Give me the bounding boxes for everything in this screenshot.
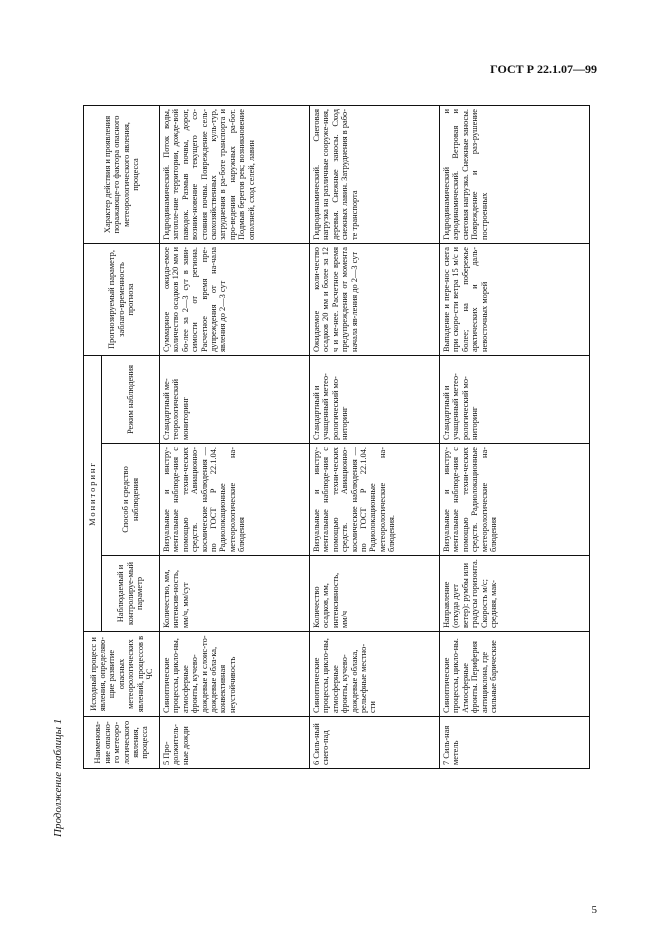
cell-forecast-parameter: Ожидаемое коли-чество осадков 20 мм и более за 12 ч и ме-нее. Расчетное время предупреждения от момента начала яв-ления до 2—3 сут [310,244,440,356]
table-row [440,106,590,769]
header-hazard-name: Наименова-ние опасно-го метеоро-логического явления, процесса [84,717,160,769]
cell-observation-method: Визуальные и инстру-ментальные наблюде-ния с помощью техни-ческих средств. Авиационно-космические наблюдения — по ГОСТ Р 22.1.04. Радиолокационные метеорологические на-блюдения. [310,444,440,556]
cell-forecast-parameter: Суммарное ожида-емое количество осадков 120 мм и бо-лее за 2—3 сут в зави-симости от региона. Расчетное время пре-дупреждения от на-чала явления до 2—3 сут [160,244,310,356]
cell-observed-parameter: Направление (откуда дует ветер): румбы или градусы горизонта. Скорость м/с; средняя, мак- [440,556,590,632]
header-effect: Характер действия и проявления поражающе-го фактора опасного метеорологического явления, процесса [84,106,160,244]
cell-observation-method: Визуальные и инстру-ментальные наблюде-ния с помощью техни-ческих средств. Радиолокационные метеорологические на-блюдения [440,444,590,556]
cell-effect: Гидродинамический. Поток воды, затопле-ние территории, дожде-вой паводок. Размыв почвы, дорог, возник-новение текущего со-стояния почвы. Повреждение сель-скохозяйственных куль-тур, затруднения в ра-боте транспорта и про-ведении наружных ра-бот. Подмыв берегов рек; возникновение оползней, сход селей, лавин [160,106,310,244]
cell-hazard-name: 5 Про-должитель-ные дожди [160,717,310,769]
cell-observation-method: Визуальные и инстру-ментальные наблюде-ния с помощью техни-ческих средств. Авиационно-космические наблюдения — по ГОСТ Р 22.1.04. Радиолокационные метеорологические на-блюдения [160,444,310,556]
cell-source-process: Синоптические процессы, цикло-ны, атмосферные фронты, кучево-дождевые облака, рельефные местно-сти [310,632,440,717]
cell-source-process: Синоптические процессы, цикло-ны, атмосферные фронты, кучево-дождевые и слоис-то-дождевые обла-ка, конвективная неустойчивость [160,632,310,717]
hazard-table [83,105,590,769]
cell-observation-mode: Стандартный и учащенный метео-рологический мо-ниторинг [310,356,440,444]
cell-observed-parameter: Количество осадков, мм, интенсивность, мм/ч [310,556,440,632]
cell-effect: Гидродинамический. Снеговая нагрузка на различные сооруже-ния, деревья. Снежные заносы. Сход снежных лавин. Затруднения в рабо-те транспорта [310,106,440,244]
cell-effect: Гидродинамический и аэродинамический. Ветровая и снеговая нагрузка. Снежные заносы. Повреждение и раз-рушение построенных [440,106,590,244]
header-observed-parameter: Наблюдаемый и контролируе-мый параметр [102,556,160,632]
header-forecast-parameter: Прогнозируемый параметр, заблаго-временность прогноза [84,244,160,356]
header-source-process: Исходный процесс и явления, определяю-щие развитие опасных метеорологических явлений, процессов в ЧС [84,632,160,717]
page-number: 5 [591,904,597,916]
rotated-table-container [83,106,589,769]
header-monitoring: Мониторинг [84,356,102,632]
table-row [310,106,440,769]
table-row [160,106,310,769]
cell-forecast-parameter: Выпадение и пере-нос снега при скоро-сти ветра 15 м/с и более; на побережье арктических и даль-невосточных морей [440,244,590,356]
cell-hazard-name: 7 Силь-ная метель [440,717,590,769]
header-observation-method: Способ и средство наблюдения [102,444,160,556]
table-continuation-caption: Продолжение таблицы 1 [52,718,64,837]
cell-observed-parameter: Количество, мм, интенсив-ность, мм/ч, мм/сут [160,556,310,632]
cell-observation-mode: Стандартный ме-теорологический мониторинг [160,356,310,444]
header-observation-mode: Режим наблюдения [102,356,160,444]
standard-code: ГОСТ Р 22.1.07—99 [490,62,597,76]
cell-observation-mode: Стандартный и учащенный метео-рологический мо-ниторинг [440,356,590,444]
cell-source-process: Синоптические процессы, цикло-ны. Атмосферные фронты. Периферия антициклона, где сильные барические [440,632,590,717]
cell-hazard-name: 6 Силь-ный снего-пад [310,717,440,769]
